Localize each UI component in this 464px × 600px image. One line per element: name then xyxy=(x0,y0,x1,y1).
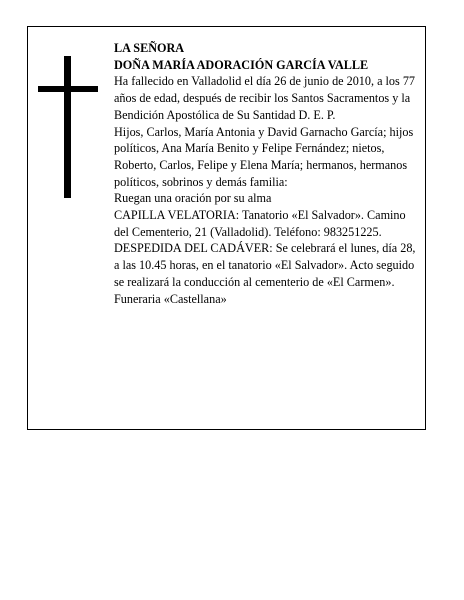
funeral-home: Funeraria «Castellana» xyxy=(114,291,227,306)
cross-vertical-bar xyxy=(64,56,71,198)
wake-chapel-info: CAPILLA VELATORIA: Tanatorio «El Salvador». Camino del Cementerio, 21 (Valladolid). Teléfono: 983251225. xyxy=(114,208,406,239)
death-announcement: Ha fallecido en Valladolid el día 26 de junio de 2010, a los 77 años de edad, después de recibir los Santos Sacramentos y la Bendición Apostólica de Su Santidad D. E. P. xyxy=(114,74,416,122)
cross-horizontal-bar xyxy=(38,86,98,92)
obituary-text xyxy=(114,40,420,307)
family-list: Hijos, Carlos, María Antonia y David Garnacho García; hijos políticos, Ana María Benito y Felipe Fernández; nietos, Roberto, Carlos, Felipe y Elena María; hermanos, hermanos políticos, sobrinos y demás familia: xyxy=(114,124,414,189)
deceased-name: DOÑA MARÍA ADORACIÓN GARCÍA VALLE xyxy=(114,57,369,72)
notice-heading: LA SEÑORA xyxy=(114,41,185,55)
prayer-request: Ruegan una oración por su alma xyxy=(114,191,272,206)
latin-cross-icon xyxy=(38,56,98,198)
funeral-farewell-info: DESPEDIDA DEL CADÁVER: Se celebrará el lunes, día 28, a las 10.45 horas, en el tanatorio «El Salvador». Acto seguido se realizará la conducción al cementerio de «El Carmen». xyxy=(114,241,416,289)
